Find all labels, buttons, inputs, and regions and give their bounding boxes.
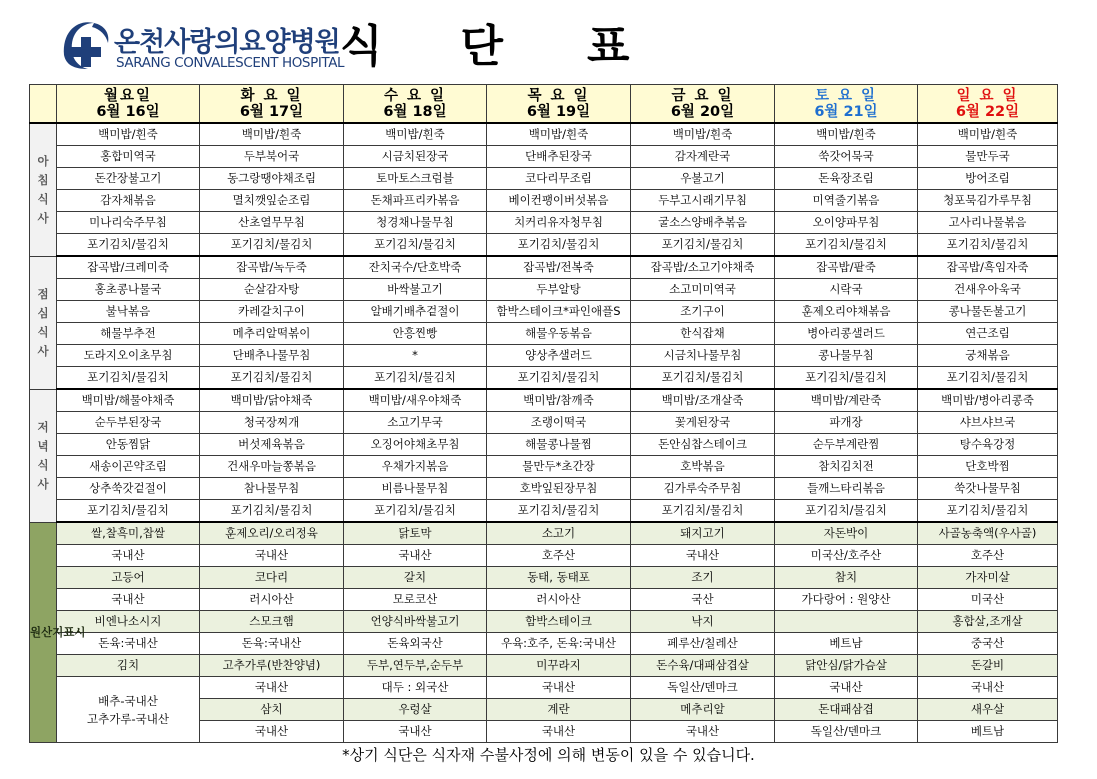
meal-row: [30, 345, 1058, 367]
origin-item: 가다랑어 : 원양산: [775, 589, 918, 611]
day-date: 6월 16일: [96, 103, 160, 120]
menu-item: 해물부추전: [57, 323, 200, 345]
menu-item: 쑥갓어묵국: [775, 146, 918, 168]
menu-item: 포기김치/물김치: [57, 500, 200, 523]
meal-row: [30, 234, 1058, 257]
menu-item: 불낙볶음: [57, 301, 200, 323]
origin-item: 러시아산: [487, 589, 631, 611]
day-header: [344, 85, 487, 124]
menu-item: 방어조림: [918, 168, 1058, 190]
menu-item: 소고기무국: [344, 412, 487, 434]
menu-item: 오이양파무침: [775, 212, 918, 234]
day-header: [775, 85, 918, 124]
kimchi-note-line: 고추가루-국내산: [87, 711, 169, 726]
menu-item: 쑥갓나물무침: [918, 478, 1058, 500]
menu-item: 돈간장불고기: [57, 168, 200, 190]
day-name: 월요일: [103, 87, 153, 104]
menu-item: 포기김치/물김치: [775, 234, 918, 257]
menu-item: 포기김치/물김치: [775, 367, 918, 390]
menu-item: 병아리콩샐러드: [775, 323, 918, 345]
menu-item: 단호박찜: [918, 456, 1058, 478]
meal-label: [30, 389, 57, 522]
day-date: 6월 19일: [526, 103, 591, 120]
menu-item: 포기김치/물김치: [344, 234, 487, 257]
origin-label-text: 원산지표시: [30, 624, 86, 639]
menu-item: 백미밥/해물야채죽: [57, 389, 200, 412]
origin-item: 소고기: [487, 522, 631, 545]
origin-row: [30, 655, 1058, 677]
menu-item: 알배기배추겉절이: [344, 301, 487, 323]
origin-item: 국내산: [918, 677, 1058, 699]
origin-item: 사골농축액(우사골): [918, 522, 1058, 545]
menu-item: 홍초콩나물국: [57, 279, 200, 301]
menu-item: 치커리유자청무침: [487, 212, 631, 234]
menu-item: 포기김치/물김치: [631, 367, 775, 390]
menu-item: 백미밥/계란죽: [775, 389, 918, 412]
menu-item: 포기김치/물김치: [487, 367, 631, 390]
meal-label-text: 점심식사: [37, 286, 49, 358]
meal-row: [30, 478, 1058, 500]
origin-item: 고추가루(반찬양념): [200, 655, 344, 677]
hospital-name-ko: 온천사랑의요양병원: [114, 27, 340, 58]
origin-item: 국내산: [487, 721, 631, 743]
origin-item: 국내산: [631, 545, 775, 567]
origin-item: 국내산: [200, 721, 344, 743]
menu-item: 청국장찌개: [200, 412, 344, 434]
meal-label: [30, 123, 57, 256]
menu-item: 순두부된장국: [57, 412, 200, 434]
meal-row: [30, 168, 1058, 190]
menu-item: 단배추된장국: [487, 146, 631, 168]
day-name: 토 요 일: [814, 87, 878, 104]
origin-item: 돼지고기: [631, 522, 775, 545]
day-header: [200, 85, 344, 124]
menu-item: 잡곡밥/팥죽: [775, 256, 918, 279]
menu-item: 호박잎된장무침: [487, 478, 631, 500]
origin-item: 돈대패삼겹: [775, 699, 918, 721]
origin-item: 삼치: [200, 699, 344, 721]
menu-item: 물만두*초간장: [487, 456, 631, 478]
menu-item: 건새우마늘쫑볶음: [200, 456, 344, 478]
menu-item: 소고미미역국: [631, 279, 775, 301]
menu-item: 포기김치/물김치: [487, 234, 631, 257]
meal-row: [30, 279, 1058, 301]
menu-item: 청포묵김가루무침: [918, 190, 1058, 212]
menu-item: 굴소스양배추볶음: [631, 212, 775, 234]
menu-item: 포기김치/물김치: [57, 234, 200, 257]
origin-item: 함박스테이크: [487, 611, 631, 633]
origin-item: 국내산: [200, 545, 344, 567]
meal-row: [30, 500, 1058, 523]
menu-item: 포기김치/물김치: [918, 500, 1058, 523]
origin-item: 베트남: [775, 633, 918, 655]
menu-item: 포기김치/물김치: [918, 367, 1058, 390]
origin-item: 우렁살: [344, 699, 487, 721]
origin-item: 미국산: [918, 589, 1058, 611]
menu-item: 비름나물무침: [344, 478, 487, 500]
origin-item: 닭안심/닭가슴살: [775, 655, 918, 677]
menu-item: 버섯제육볶음: [200, 434, 344, 456]
menu-item: 백미밥/새우야채죽: [344, 389, 487, 412]
menu-item: 베이컨팽이버섯볶음: [487, 190, 631, 212]
day-date: 6월 20일: [670, 103, 735, 120]
origin-item: 언양식바싹불고기: [344, 611, 487, 633]
day-name: 수 요 일: [383, 87, 447, 104]
menu-item: 단배추나물무침: [200, 345, 344, 367]
menu-item: 멸치깻잎순조림: [200, 190, 344, 212]
origin-item: 새우살: [918, 699, 1058, 721]
menu-item: 연근조림: [918, 323, 1058, 345]
menu-item: 조기구이: [631, 301, 775, 323]
origin-row: [30, 611, 1058, 633]
meal-label-text: 저녁식사: [37, 419, 49, 491]
meal-label-text: 아침식사: [37, 153, 49, 225]
menu-item: 궁채볶음: [918, 345, 1058, 367]
menu-item: 상추쑥갓겉절이: [57, 478, 200, 500]
origin-item: 미국산/호주산: [775, 545, 918, 567]
menu-item: 호박볶음: [631, 456, 775, 478]
footnote: *상기 식단은 식자재 수불사정에 의해 변동이 있을 수 있습니다.: [342, 746, 755, 764]
day-header-row: [30, 85, 1058, 124]
origin-item: 돈육:국내산: [200, 633, 344, 655]
menu-item: 잡곡밥/소고기야채죽: [631, 256, 775, 279]
meal-label: [30, 256, 57, 389]
menu-item: 잡곡밥/흑임자죽: [918, 256, 1058, 279]
menu-item: 우채가지볶음: [344, 456, 487, 478]
day-name: 일 요 일: [956, 87, 1019, 104]
menu-item: 함박스테이크*파인애플S: [487, 301, 631, 323]
origin-item: 페루산/칠레산: [631, 633, 775, 655]
meal-row: [30, 412, 1058, 434]
origin-item: 국내산: [200, 677, 344, 699]
origin-item: 독일산/덴마크: [631, 677, 775, 699]
origin-item: 국내산: [631, 721, 775, 743]
menu-item: 콩나물돈불고기: [918, 301, 1058, 323]
origin-item: 돈갈비: [918, 655, 1058, 677]
origin-item: 국산: [631, 589, 775, 611]
origin-item: [775, 611, 918, 633]
day-header: [487, 85, 631, 124]
menu-item: 감자계란국: [631, 146, 775, 168]
menu-item: *: [344, 345, 487, 367]
menu-item: 해물콩나물찜: [487, 434, 631, 456]
title-char: 표: [587, 21, 630, 72]
day-name: 목 요 일: [527, 87, 590, 104]
origin-item: 미꾸라지: [487, 655, 631, 677]
origin-item: 쌀,찰흑미,찹쌀: [57, 522, 200, 545]
menu-item: 안동찜닭: [57, 434, 200, 456]
menu-item: 코다리무조림: [487, 168, 631, 190]
menu-item: 순살감자탕: [200, 279, 344, 301]
menu-item: 새송이곤약조림: [57, 456, 200, 478]
menu-item: 미나리숙주무침: [57, 212, 200, 234]
day-date: 6월 22일: [955, 103, 1020, 120]
origin-item: 메추리알: [631, 699, 775, 721]
menu-item: 바싹불고기: [344, 279, 487, 301]
menu-item: 백미밥/병아리콩죽: [918, 389, 1058, 412]
menu-item: 포기김치/물김치: [631, 234, 775, 257]
origin-item: 비엔나소시지: [57, 611, 200, 633]
origin-item: 중국산: [918, 633, 1058, 655]
menu-item: 김가루숙주무침: [631, 478, 775, 500]
meal-row: [30, 456, 1058, 478]
menu-item: 산초열무무침: [200, 212, 344, 234]
origin-item: 가자미살: [918, 567, 1058, 589]
menu-item: 동그랑땡야채조림: [200, 168, 344, 190]
origin-item: 국내산: [57, 545, 200, 567]
menu-item: 메추리알떡볶이: [200, 323, 344, 345]
origin-row: [30, 545, 1058, 567]
menu-item: 파개장: [775, 412, 918, 434]
menu-item: 미역줄기볶음: [775, 190, 918, 212]
menu-item: 백미밥/흰죽: [918, 123, 1058, 146]
origin-item: 국내산: [487, 677, 631, 699]
origin-item: 대두 : 외국산: [344, 677, 487, 699]
menu-item: 잔치국수/단호박죽: [344, 256, 487, 279]
menu-item: 카레갈치구이: [200, 301, 344, 323]
origin-item: 코다리: [200, 567, 344, 589]
menu-item: 백미밥/흰죽: [200, 123, 344, 146]
menu-item: 백미밥/참깨죽: [487, 389, 631, 412]
menu-item: 꽃게된장국: [631, 412, 775, 434]
menu-item: 백미밥/흰죽: [487, 123, 631, 146]
origin-item: 닭토막: [344, 522, 487, 545]
meal-row: [30, 367, 1058, 390]
meal-row: [30, 323, 1058, 345]
menu-item: 잡곡밥/크레미죽: [57, 256, 200, 279]
origin-item: 국내산: [344, 721, 487, 743]
meal-row: [30, 301, 1058, 323]
origin-item: 베트남: [918, 721, 1058, 743]
meal-plan-table: [29, 84, 1058, 743]
menu-item: 청경채나물무침: [344, 212, 487, 234]
menu-item: 들깨느타리볶음: [775, 478, 918, 500]
origin-item: 고등어: [57, 567, 200, 589]
menu-item: 건새우아욱국: [918, 279, 1058, 301]
menu-item: 홍합미역국: [57, 146, 200, 168]
meal-row: [30, 389, 1058, 412]
day-date: 6월 21일: [814, 103, 878, 120]
day-name: 금 요 일: [671, 87, 734, 104]
menu-item: 콩나물무침: [775, 345, 918, 367]
origin-item: 계란: [487, 699, 631, 721]
menu-item: 조랭이떡국: [487, 412, 631, 434]
origin-row: [30, 567, 1058, 589]
origin-item: 두부,연두부,순두부: [344, 655, 487, 677]
meal-row: [30, 212, 1058, 234]
origin-item: 돈수육/대패삼겹살: [631, 655, 775, 677]
menu-item: 잡곡밥/전복죽: [487, 256, 631, 279]
origin-label: [30, 522, 86, 743]
menu-item: 포기김치/물김치: [200, 500, 344, 523]
origin-item: 호주산: [487, 545, 631, 567]
origin-item: 훈제오리/오리정육: [200, 522, 344, 545]
menu-item: 포기김치/물김치: [344, 500, 487, 523]
origin-row: [30, 677, 1058, 699]
menu-item: 포기김치/물김치: [344, 367, 487, 390]
menu-item: 돈채파프리카볶음: [344, 190, 487, 212]
page-title: [340, 12, 630, 72]
menu-item: 포기김치/물김치: [918, 234, 1058, 257]
origin-item: 조기: [631, 567, 775, 589]
origin-row: [30, 589, 1058, 611]
title-char: 단: [460, 21, 504, 72]
origin-item: 참치: [775, 567, 918, 589]
menu-item: 감자채볶음: [57, 190, 200, 212]
kimchi-note-line: 배추-국내산: [98, 693, 158, 708]
origin-item: 독일산/덴마크: [775, 721, 918, 743]
kimchi-origin-note: [57, 677, 200, 743]
menu-item: 훈제오리야채볶음: [775, 301, 918, 323]
menu-item: 고사리나물볶음: [918, 212, 1058, 234]
menu-item: 참나물무침: [200, 478, 344, 500]
menu-item: 우불고기: [631, 168, 775, 190]
hospital-cross-icon: [60, 17, 112, 73]
menu-item: 백미밥/흰죽: [631, 123, 775, 146]
origin-item: 국내산: [57, 589, 200, 611]
menu-item: 안흥찐빵: [344, 323, 487, 345]
origin-item: 동태, 동태포: [487, 567, 631, 589]
menu-item: 도라지오이초무침: [57, 345, 200, 367]
menu-item: 두부알탕: [487, 279, 631, 301]
day-date: 6월 18일: [383, 103, 447, 120]
menu-item: 포기김치/물김치: [487, 500, 631, 523]
menu-item: 오징어야채초무침: [344, 434, 487, 456]
origin-row: [30, 633, 1058, 655]
origin-item: 국내산: [344, 545, 487, 567]
day-header: [918, 85, 1058, 124]
origin-item: 돈육:국내산: [57, 633, 200, 655]
menu-item: 돈육장조림: [775, 168, 918, 190]
meal-row: [30, 190, 1058, 212]
menu-item: 백미밥/조개살죽: [631, 389, 775, 412]
menu-item: 백미밥/흰죽: [344, 123, 487, 146]
menu-item: 포기김치/물김치: [775, 500, 918, 523]
menu-item: 탕수육강정: [918, 434, 1058, 456]
day-date: 6월 17일: [239, 103, 304, 120]
header-corner: [30, 85, 57, 124]
origin-row: [30, 522, 1058, 545]
menu-item: 시락국: [775, 279, 918, 301]
menu-item: 양상추샐러드: [487, 345, 631, 367]
hospital-name-en: SARANG CONVALESCENT HOSPITAL: [116, 55, 345, 71]
menu-item: 백미밥/흰죽: [775, 123, 918, 146]
menu-item: 돈안심찹스테이크: [631, 434, 775, 456]
menu-item: 백미밥/흰죽: [57, 123, 200, 146]
origin-item: 국내산: [775, 677, 918, 699]
menu-item: 시금치된장국: [344, 146, 487, 168]
menu-item: 순두부계란찜: [775, 434, 918, 456]
menu-item: 포기김치/물김치: [631, 500, 775, 523]
origin-item: 돈육외국산: [344, 633, 487, 655]
menu-item: 백미밥/닭야채죽: [200, 389, 344, 412]
menu-item: 한식잡채: [631, 323, 775, 345]
menu-item: 샤브샤브국: [918, 412, 1058, 434]
title-char: 식: [340, 21, 383, 72]
menu-item: 토마토스크럼블: [344, 168, 487, 190]
hospital-logo: [60, 17, 345, 75]
origin-item: 낙지: [631, 611, 775, 633]
day-name: 화 요 일: [240, 87, 303, 104]
origin-item: 갈치: [344, 567, 487, 589]
menu-item: 참치김치전: [775, 456, 918, 478]
origin-item: 우육:호주, 돈육:국내산: [487, 633, 631, 655]
day-header: [57, 85, 200, 124]
menu-item: 두부북어국: [200, 146, 344, 168]
menu-item: 두부고시래기무침: [631, 190, 775, 212]
origin-item: 러시아산: [200, 589, 344, 611]
origin-item: 모로코산: [344, 589, 487, 611]
origin-item: 스모크햄: [200, 611, 344, 633]
menu-item: 시금치나물무침: [631, 345, 775, 367]
meal-row: [30, 123, 1058, 146]
meal-row: [30, 146, 1058, 168]
origin-item: 홍합살,조개살: [918, 611, 1058, 633]
menu-item: 잡곡밥/녹두죽: [200, 256, 344, 279]
menu-item: 물만두국: [918, 146, 1058, 168]
day-header: [631, 85, 775, 124]
origin-item: 자돈박이: [775, 522, 918, 545]
menu-item: 포기김치/물김치: [57, 367, 200, 390]
meal-row: [30, 434, 1058, 456]
origin-item: 호주산: [918, 545, 1058, 567]
menu-item: 포기김치/물김치: [200, 234, 344, 257]
menu-item: 포기김치/물김치: [200, 367, 344, 390]
meal-row: [30, 256, 1058, 279]
menu-item: 해물우동볶음: [487, 323, 631, 345]
origin-item: 김치: [57, 655, 200, 677]
